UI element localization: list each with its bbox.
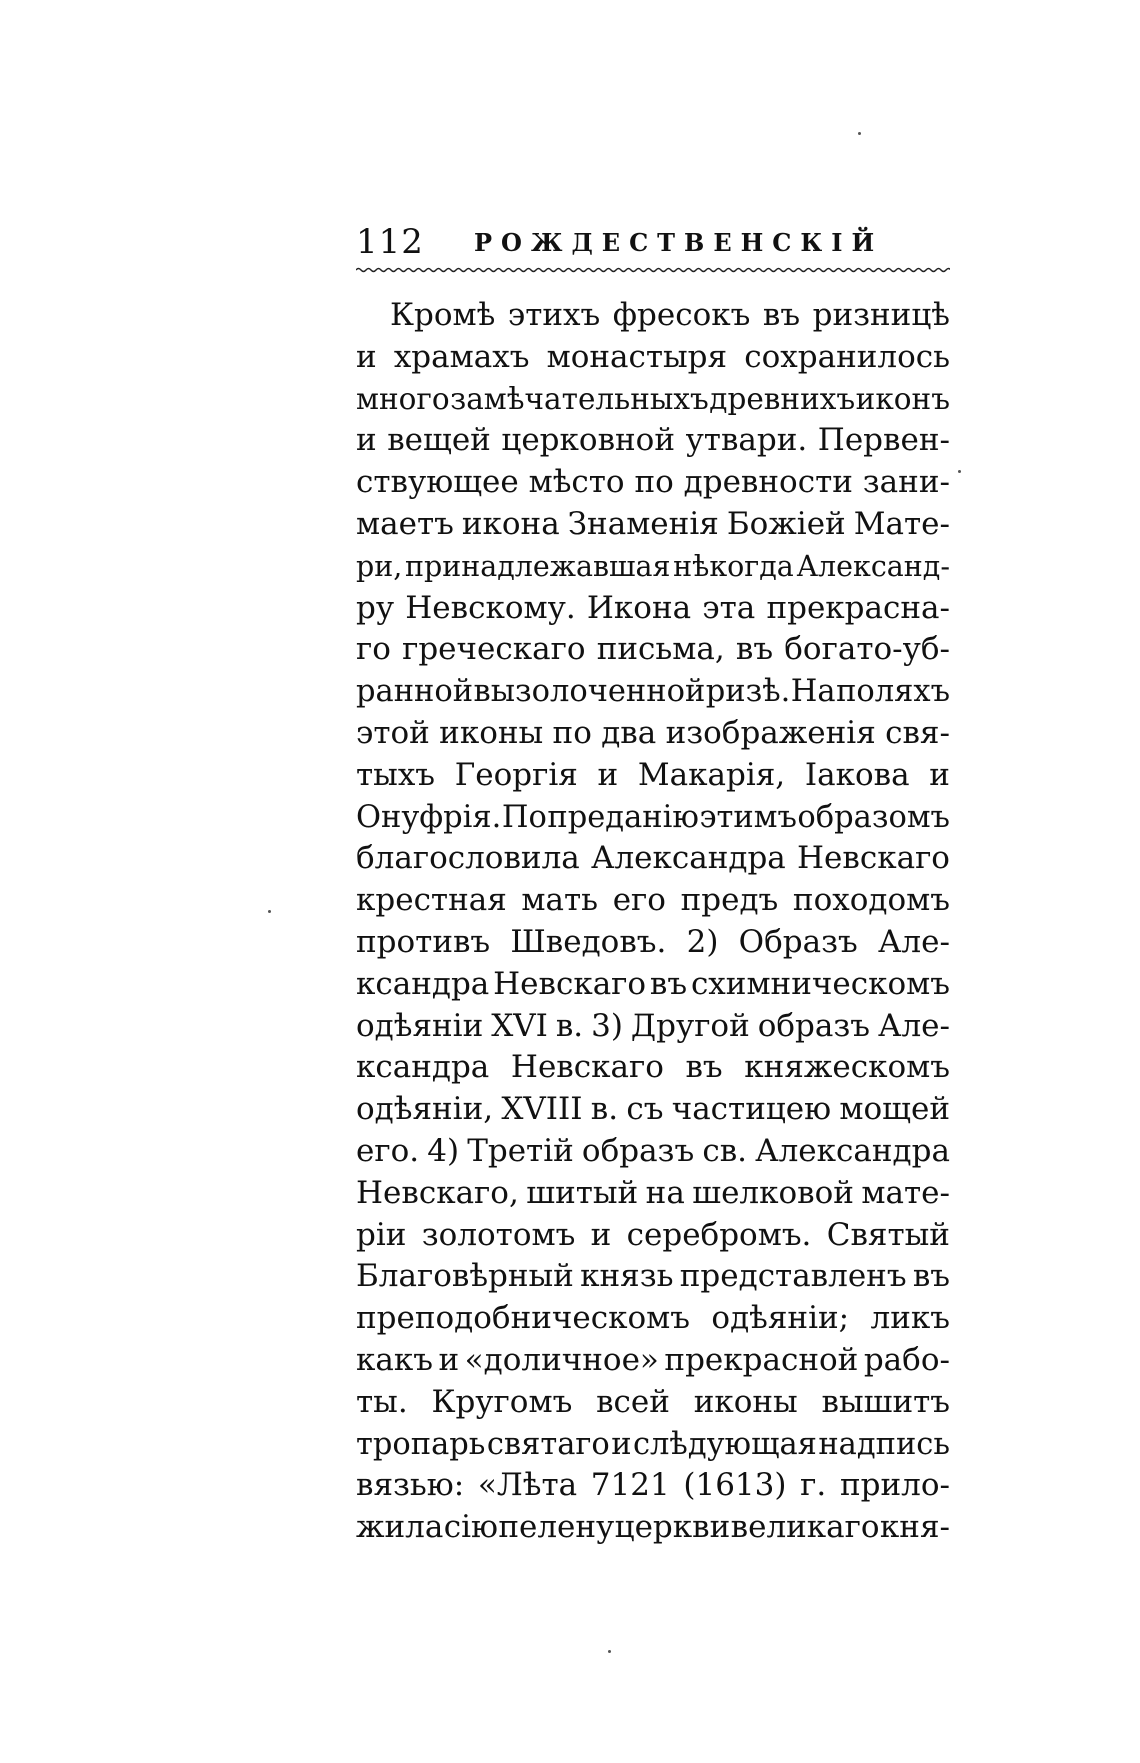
text-line: благословила Александра Невскаго [356,840,950,877]
text-line: ри, принадлежавшая нѣкогда Александ- [356,549,950,583]
text-line: тропарь святаго и слѣдующая надпись [356,1426,950,1462]
running-head [356,222,950,262]
text-line: противъ Шведовъ. 2) Образъ Але- [356,923,950,960]
text-line: ксандра Невскаго въ княжескомъ [356,1049,950,1086]
scan-speck [858,132,861,135]
text-line: преподобническомъ одѣяніи; ликъ [356,1300,950,1337]
text-line: вязью: «Лѣта 7121 (1613) г. прило- [356,1467,950,1504]
text-line: тыхъ Георгія и Макарія, Іакова и [356,756,950,793]
scan-speck [958,470,961,473]
text-line: ксандра Невскаго въ схимническомъ [356,965,950,1002]
running-title: РОЖДЕСТВЕНСКІЙ [474,228,884,257]
text-line: крестная мать его предъ походомъ [356,882,950,919]
scan-speck [268,910,271,913]
text-line: этой иконы по два изображенія свя- [356,714,950,751]
text-line: и храмахъ монастыря сохранилось [356,338,950,375]
text-line: ранной вызолоченной ризѣ. На поляхъ [356,674,950,710]
text-line: и вещей церковной утвари. Первен- [356,422,950,459]
text-line: жила сію пелену церкви великаго кня- [356,1509,950,1546]
wavy-rule-divider [356,264,950,276]
text-line: Кромѣ этихъ фресокъ въ ризницѣ [390,297,950,333]
page-number: 112 [356,222,424,262]
scan-speck [608,1650,611,1653]
text-line: какъ и «доличное» прекрасной рабо- [356,1341,950,1378]
text-line: го греческаго письма, въ богато-уб- [356,631,950,668]
text-line: Онуфрія. По преданію этимъ образомъ [356,799,950,835]
text-line: его. 4) Третій образъ св. Александра [356,1132,950,1169]
text-line: Благовѣрный князь представленъ въ [356,1258,950,1295]
text-line: Невскаго, шитый на шелковой мате- [356,1174,950,1211]
text-line: ствующее мѣсто по древности зани- [356,464,950,501]
text-line: ты. Кругомъ всей иконы вышитъ [356,1383,950,1420]
text-line: много замѣчательныхъ древнихъ иконъ [356,381,950,416]
text-line: одѣяніи, XVIII в. съ частицею мощей [356,1091,950,1128]
text-line: ріи золотомъ и серебромъ. Святый [356,1216,950,1253]
text-line: одѣяніи XVI в. 3) Другой образъ Але- [356,1007,950,1044]
body-text [356,295,950,1549]
text-line: ру Невскому. Икона эта прекрасна- [356,589,950,626]
text-line: маетъ икона Знаменія Божіей Мате- [356,505,950,542]
